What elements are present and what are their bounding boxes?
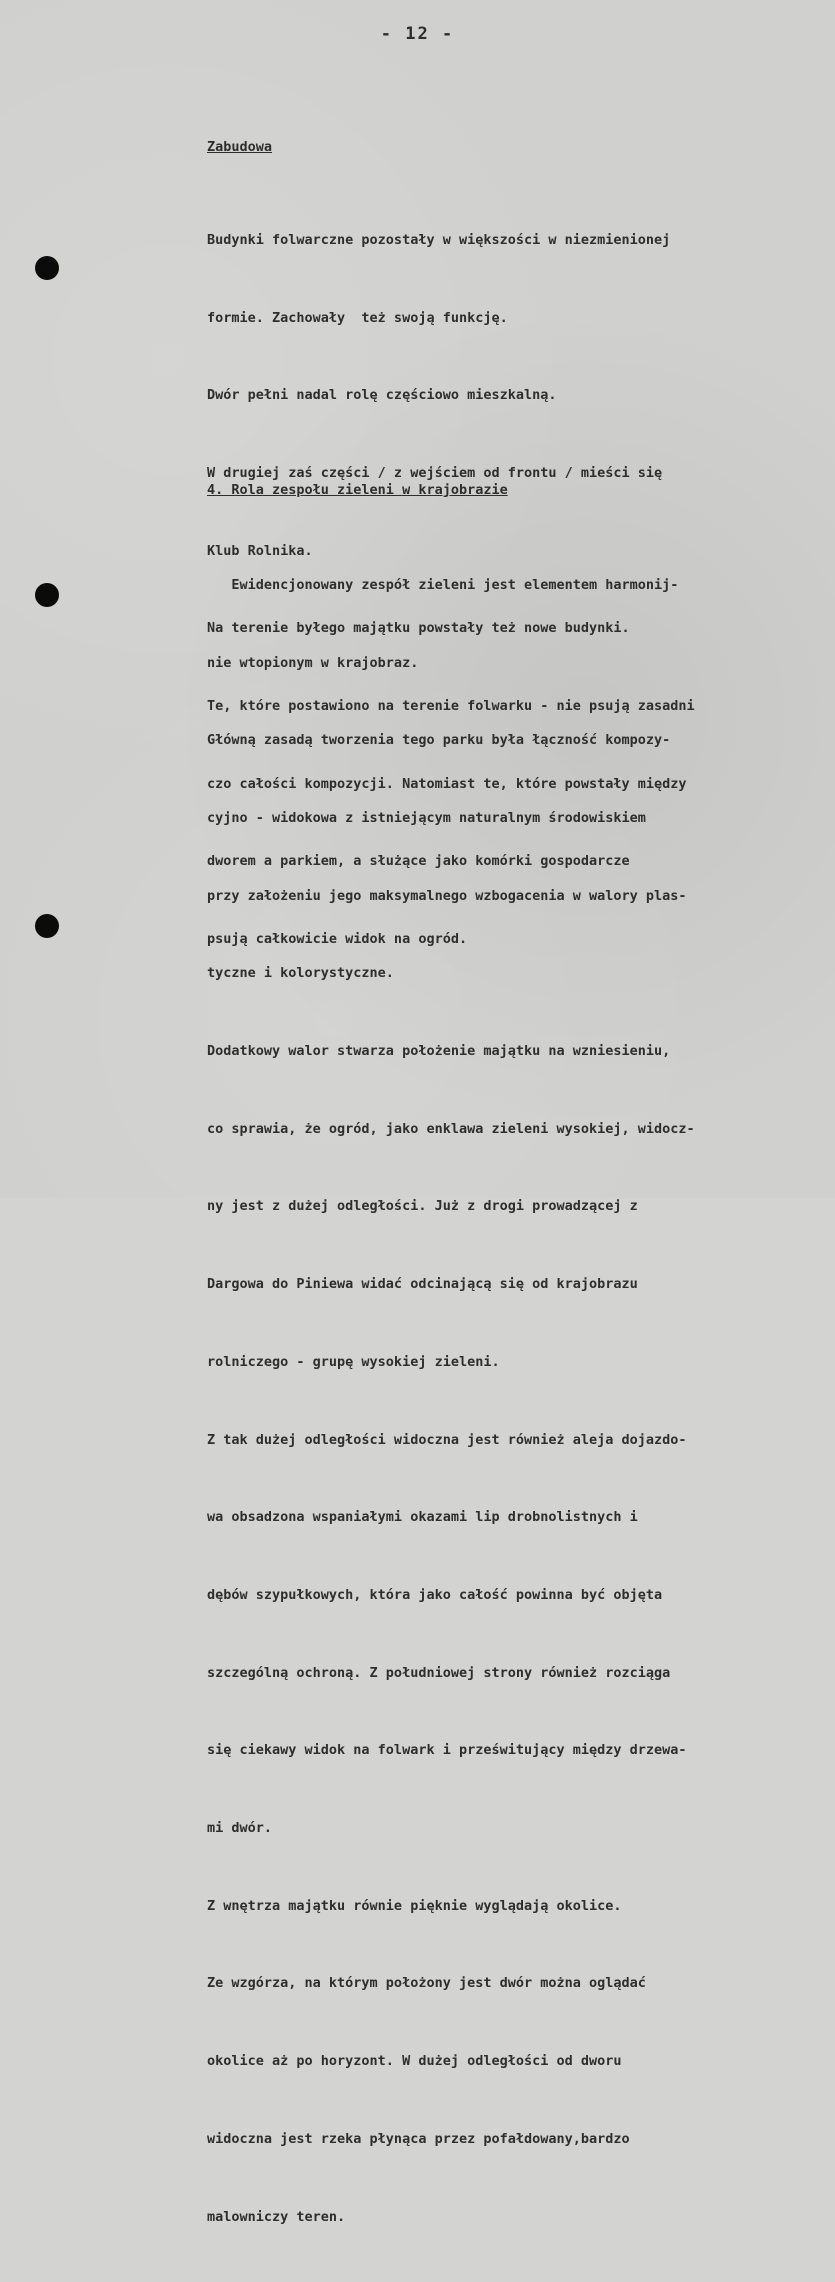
text-line: Budynki folwarczne pozostały w większości w niezmienionej bbox=[207, 231, 671, 248]
text-line: okolice aż po horyzont. W dużej odległości od dworu bbox=[207, 2053, 622, 2070]
text-line: czo całości kompozycji. Natomiast te, które powstały między bbox=[207, 775, 687, 792]
text-line: rolniczego - grupę wysokiej zieleni. bbox=[207, 1353, 500, 1370]
text-line: Dwór pełni nadal rolę częściowo mieszkalną. bbox=[207, 387, 557, 404]
text-line: Ze wzgórza, na którym położony jest dwór można oglądać bbox=[207, 1975, 646, 1992]
section-heading-rola-zespolu: 4. Rola zespołu zieleni w krajobrazie bbox=[207, 482, 508, 498]
text-line: widoczna jest rzeka płynąca przez pofałdowany,bardzo bbox=[207, 2130, 630, 2147]
text-line: tyczne i kolorystyczne. bbox=[207, 965, 394, 982]
text-line: Klub Rolnika. bbox=[207, 542, 313, 559]
text-line: Dodatkowy walor stwarza położenie majątku na wzniesieniu, bbox=[207, 1043, 671, 1060]
text-line: mi dwór. bbox=[207, 1820, 273, 1837]
text-line: malowniczy teren. bbox=[207, 2208, 346, 2225]
text-line: dworem a parkiem, a służące jako komórki gospodarcze bbox=[207, 853, 630, 870]
section-text-rola-zespolu bbox=[207, 521, 695, 2282]
punch-hole-top bbox=[35, 256, 59, 280]
text-line: cyjno - widokowa z istniejącym naturalnym środowiskiem bbox=[207, 809, 646, 826]
text-line: Z wnętrza majątku równie pięknie wyglądają okolice. bbox=[207, 1897, 622, 1914]
text-line: szczególną ochroną. Z południowej strony również rozciąga bbox=[207, 1664, 671, 1681]
text-line: Dargowa do Piniewa widać odcinającą się od krajobrazu bbox=[207, 1276, 638, 1293]
page-number: - 12 - bbox=[380, 24, 455, 44]
text-line: formie. Zachowały też swoją funkcję. bbox=[207, 309, 508, 326]
text-line: przy założeniu jego maksymalnego wzbogacenia w walory plas- bbox=[207, 887, 687, 904]
text-line: Główną zasadą tworzenia tego parku była łączność kompozy- bbox=[207, 732, 671, 749]
text-line: się ciekawy widok na folwark i prześwitujący między drzewa- bbox=[207, 1742, 687, 1759]
text-line: ny jest z dużej odległości. Już z drogi prowadzącej z bbox=[207, 1198, 638, 1215]
text-line: wa obsadzona wspaniałymi okazami lip drobnolistnych i bbox=[207, 1509, 638, 1526]
text-line: Z tak dużej odległości widoczna jest również aleja dojazdo- bbox=[207, 1431, 687, 1448]
text-line: Na terenie byłego majątku powstały też nowe budynki. bbox=[207, 620, 630, 637]
text-line: Ewidencjonowany zespół zieleni jest elementem harmonij- bbox=[207, 576, 679, 593]
text-line: Te, które postawiono na terenie folwarku - nie psują zasadni bbox=[207, 698, 695, 715]
punch-hole-bottom bbox=[35, 914, 59, 938]
text-line: nie wtopionym w krajobraz. bbox=[207, 654, 419, 671]
text-line: psują całkowicie widok na ogród. bbox=[207, 931, 468, 948]
text-line: W drugiej zaś części / z wejściem od frontu / mieści się bbox=[207, 464, 663, 481]
punch-hole-middle bbox=[35, 583, 59, 607]
text-line: co sprawia, że ogród, jako enklawa zieleni wysokiej, widocz- bbox=[207, 1120, 695, 1137]
text-line: dębów szypułkowych, która jako całość powinna być objęta bbox=[207, 1586, 663, 1603]
section-heading-zabudowa: Zabudowa bbox=[207, 139, 273, 155]
